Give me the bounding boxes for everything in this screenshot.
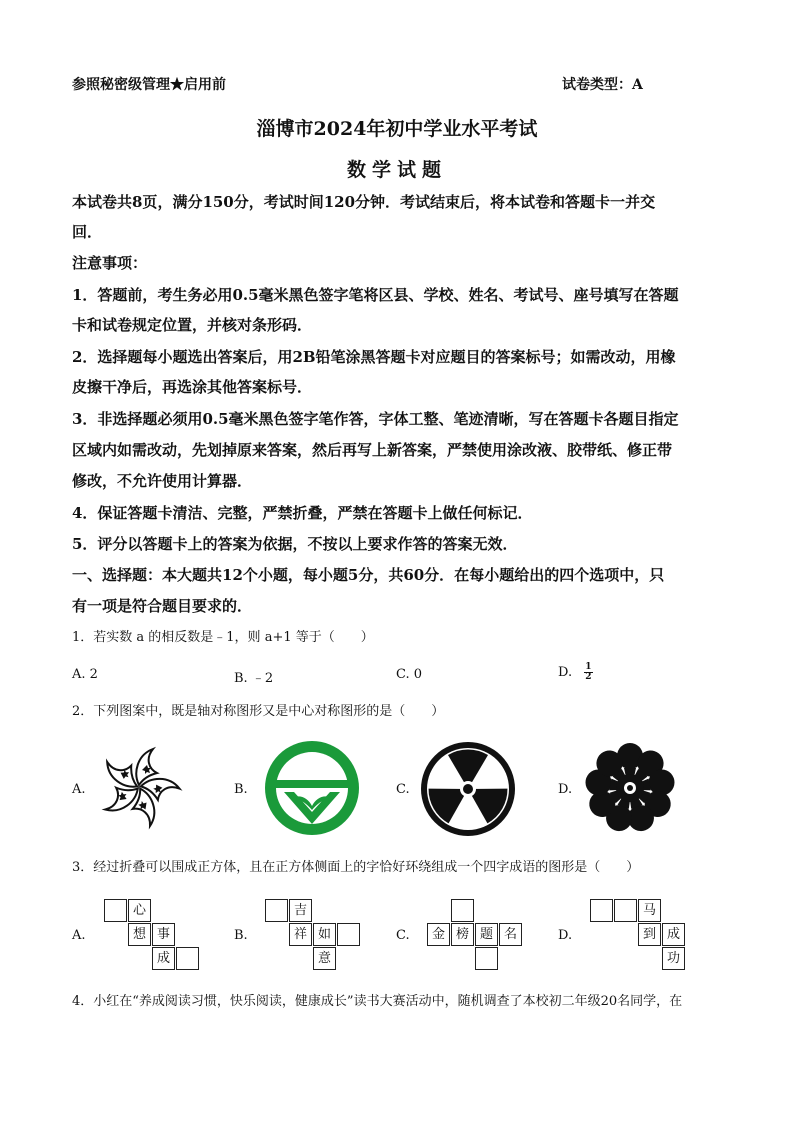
question-4-stem: 4．小红在“养成阅读习惯，快乐阅读，健康成长”读书大赛活动中，随机调查了本校初二年级20名同学，在 — [72, 994, 683, 1009]
net-cell: 如 — [313, 923, 336, 946]
fraction-denominator: 2 — [585, 672, 592, 682]
q2-option-a-label: A. — [72, 782, 86, 797]
note-3-line-1: 3．非选择题必须用0.5毫米黑色签字笔作答，字体工整、笔迹清晰，写在答题卡各题目指定 — [72, 410, 679, 428]
q2-figure-a-bauhinia-icon — [92, 744, 186, 830]
net-cell: 功 — [662, 947, 685, 970]
q3-net-c — [427, 899, 527, 971]
confidentiality-label: 参照秘密级管理★启用前 — [72, 77, 226, 93]
net-cell: 名 — [499, 923, 522, 946]
net-cell: 意 — [313, 947, 336, 970]
net-cell — [104, 899, 127, 922]
q3-option-b-label: B. — [234, 928, 248, 943]
note-2-line-1: 2．选择题每小题选出答案后，用2B铅笔涂黑答题卡对应题目的答案标号；如需改动，用橡 — [72, 348, 676, 366]
net-cell: 祥 — [289, 923, 312, 946]
exam-subtitle: 数学试题 — [346, 159, 447, 181]
net-cell: 到 — [638, 923, 661, 946]
note-2-line-2: 皮擦干净后，再选涂其他答案标号． — [72, 378, 313, 396]
net-cell: 事 — [152, 923, 175, 946]
net-cell: 榜 — [451, 923, 474, 946]
q1-option-b: B. ﹣2 — [234, 671, 274, 686]
net-cell — [451, 899, 474, 922]
q3-net-b — [265, 899, 365, 971]
fraction-numerator: 1 — [585, 662, 592, 672]
net-cell — [614, 899, 637, 922]
q3-option-d-label: D. — [558, 928, 573, 943]
net-cell: 心 — [128, 899, 151, 922]
q2-figure-b-green-logo-icon — [262, 740, 362, 836]
intro-line-1: 本试卷共8页，满分150分，考试时间120分钟．考试结束后，将本试卷和答题卡一并交 — [72, 193, 656, 211]
note-5: 5．评分以答题卡上的答案为依据，不按以上要求作答的答案无效． — [72, 535, 518, 553]
net-cell: 马 — [638, 899, 661, 922]
q1-option-d-label: D. — [558, 665, 573, 680]
notes-heading: 注意事项： — [72, 254, 148, 272]
q1-option-d-fraction — [584, 663, 592, 682]
note-1-line-2: 卡和试卷规定位置，并核对条形码． — [72, 316, 313, 334]
net-cell — [265, 899, 288, 922]
q1-option-a: A. 2 — [72, 667, 98, 682]
q2-option-d-label: D. — [558, 782, 573, 797]
question-3-stem: 3．经过折叠可以围成正方体，且在正方体侧面上的字恰好环绕组成一个四字成语的图形是（ ） — [72, 860, 640, 875]
intro-line-2: 回． — [72, 223, 103, 241]
net-cell — [590, 899, 613, 922]
section-1-line-2: 有一项是符合题目要求的． — [72, 597, 253, 615]
net-cell — [475, 947, 498, 970]
net-cell: 金 — [427, 923, 450, 946]
net-cell: 成 — [152, 947, 175, 970]
net-cell — [176, 947, 199, 970]
q3-option-c-label: C. — [396, 928, 410, 943]
note-1-line-1: 1．答题前，考生务必用0.5毫米黑色签字笔将区县、学校、姓名、考试号、座号填写在答题 — [72, 286, 679, 304]
q1-option-d — [558, 663, 593, 682]
exam-title: 淄博市2024年初中学业水平考试 — [256, 118, 538, 140]
net-cell: 题 — [475, 923, 498, 946]
net-cell: 想 — [128, 923, 151, 946]
q2-figure-d-flower-icon — [580, 738, 680, 838]
net-cell: 吉 — [289, 899, 312, 922]
note-3-line-3: 修改，不允许使用计算器． — [72, 472, 253, 490]
q2-option-c-label: C. — [396, 782, 410, 797]
net-cell — [337, 923, 360, 946]
q1-option-c: C. 0 — [396, 667, 423, 682]
note-4: 4．保证答题卡清洁、完整，严禁折叠，严禁在答题卡上做任何标记． — [72, 504, 533, 522]
note-3-line-2: 区域内如需改动，先划掉原来答案，然后再写上新答案，严禁使用涂改液、胶带纸、修正带 — [72, 441, 673, 459]
q2-figure-c-trefoil-icon — [418, 740, 518, 838]
q3-net-d — [590, 899, 690, 971]
q3-net-a — [104, 899, 204, 971]
net-cell: 成 — [662, 923, 685, 946]
q3-option-a-label: A. — [72, 928, 86, 943]
question-1-stem: 1．若实数 a 的相反数是﹣1，则 a+1 等于（ ） — [72, 630, 374, 645]
section-1-line-1: 一、选择题：本大题共12个小题，每小题5分，共60分．在每小题给出的四个选项中，只 — [72, 566, 665, 584]
question-2-stem: 2．下列图案中，既是轴对称图形又是中心对称图形的是（ ） — [72, 704, 445, 719]
paper-type-label: 试卷类型：A — [562, 77, 643, 93]
q2-option-b-label: B. — [234, 782, 248, 797]
